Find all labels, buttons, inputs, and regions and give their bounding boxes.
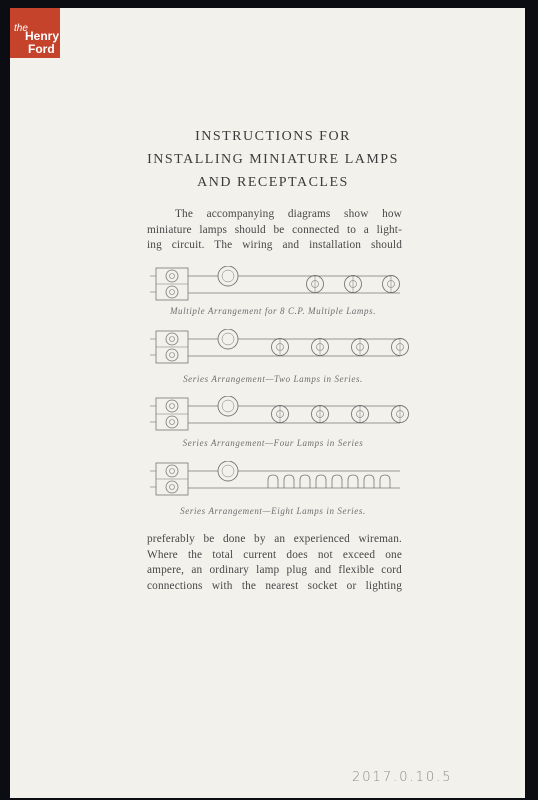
receptacle-socket-center <box>170 290 175 295</box>
diagram-svg <box>150 329 410 365</box>
receptacle-socket-center <box>170 337 175 342</box>
intro-line: The accompanying diagrams show how <box>175 208 402 220</box>
diagram-caption: Series Arrangement—Two Lamps in Series. <box>183 374 363 384</box>
diagram-svg <box>150 266 410 302</box>
heading-line-3: AND RECEPTACLES <box>197 175 349 190</box>
intro-paragraph <box>147 207 402 254</box>
lamp <box>348 475 358 488</box>
body-line: connections with the nearest socket or lighting <box>147 579 402 592</box>
diagram-caption: Series Arrangement—Eight Lamps in Series. <box>180 506 366 516</box>
body-line: preferably be done by an experienced wireman. <box>147 533 402 545</box>
plug-inner <box>222 400 234 412</box>
diagram-svg <box>150 396 410 432</box>
plug-inner <box>222 465 234 477</box>
body-line: ampere, an ordinary lamp plug and flexible cord <box>147 564 402 576</box>
lamp <box>380 475 390 488</box>
receptacle-socket-center <box>170 485 175 490</box>
lamp <box>316 475 326 488</box>
wiring-diagram-two-series <box>150 329 410 365</box>
body-line: Where the total current does not exceed one <box>147 548 402 561</box>
lamp <box>268 475 278 488</box>
lamp <box>332 475 342 488</box>
plug <box>218 329 238 349</box>
receptacle-socket-center <box>170 353 175 358</box>
plug-inner <box>222 333 234 345</box>
receptacle-socket <box>166 465 178 477</box>
diagram-caption: Series Arrangement—Four Lamps in Series <box>182 438 364 448</box>
diagram-caption: Multiple Arrangement for 8 C.P. Multiple Lamps. <box>169 306 377 316</box>
plug <box>218 396 238 416</box>
receptacle-socket <box>166 349 178 361</box>
body-paragraph <box>147 532 402 594</box>
receptacle-socket <box>166 416 178 428</box>
plug <box>218 461 238 481</box>
receptacle-socket <box>166 270 178 282</box>
plug-inner <box>222 270 234 282</box>
lamp <box>364 475 374 488</box>
receptacle-socket-center <box>170 274 175 279</box>
heading-line-1: INSTRUCTIONS FOR <box>195 129 351 144</box>
heading-line-2: INSTALLING MINIATURE LAMPS <box>147 152 399 167</box>
receptacle-socket <box>166 400 178 412</box>
receptacle-socket-center <box>170 404 175 409</box>
plug <box>218 266 238 286</box>
receptacle-socket-center <box>170 469 175 474</box>
handwritten-catalog-number: 2017.0.10.5 <box>352 770 453 785</box>
receptacle-socket <box>166 286 178 298</box>
lamp <box>300 475 310 488</box>
receptacle-socket <box>166 333 178 345</box>
wiring-diagram-four-series <box>150 396 410 432</box>
wiring-diagram-multiple <box>150 266 410 302</box>
wiring-diagram-eight-series <box>150 461 410 497</box>
lamp <box>284 475 294 488</box>
receptacle-socket-center <box>170 420 175 425</box>
receptacle-socket <box>166 481 178 493</box>
diagram-svg <box>150 461 410 497</box>
henry-ford-logo: the Henry Ford <box>10 8 60 58</box>
intro-line: ing circuit. The wiring and installation should <box>147 239 402 251</box>
intro-line: miniature lamps should be connected to a light- <box>147 223 402 236</box>
